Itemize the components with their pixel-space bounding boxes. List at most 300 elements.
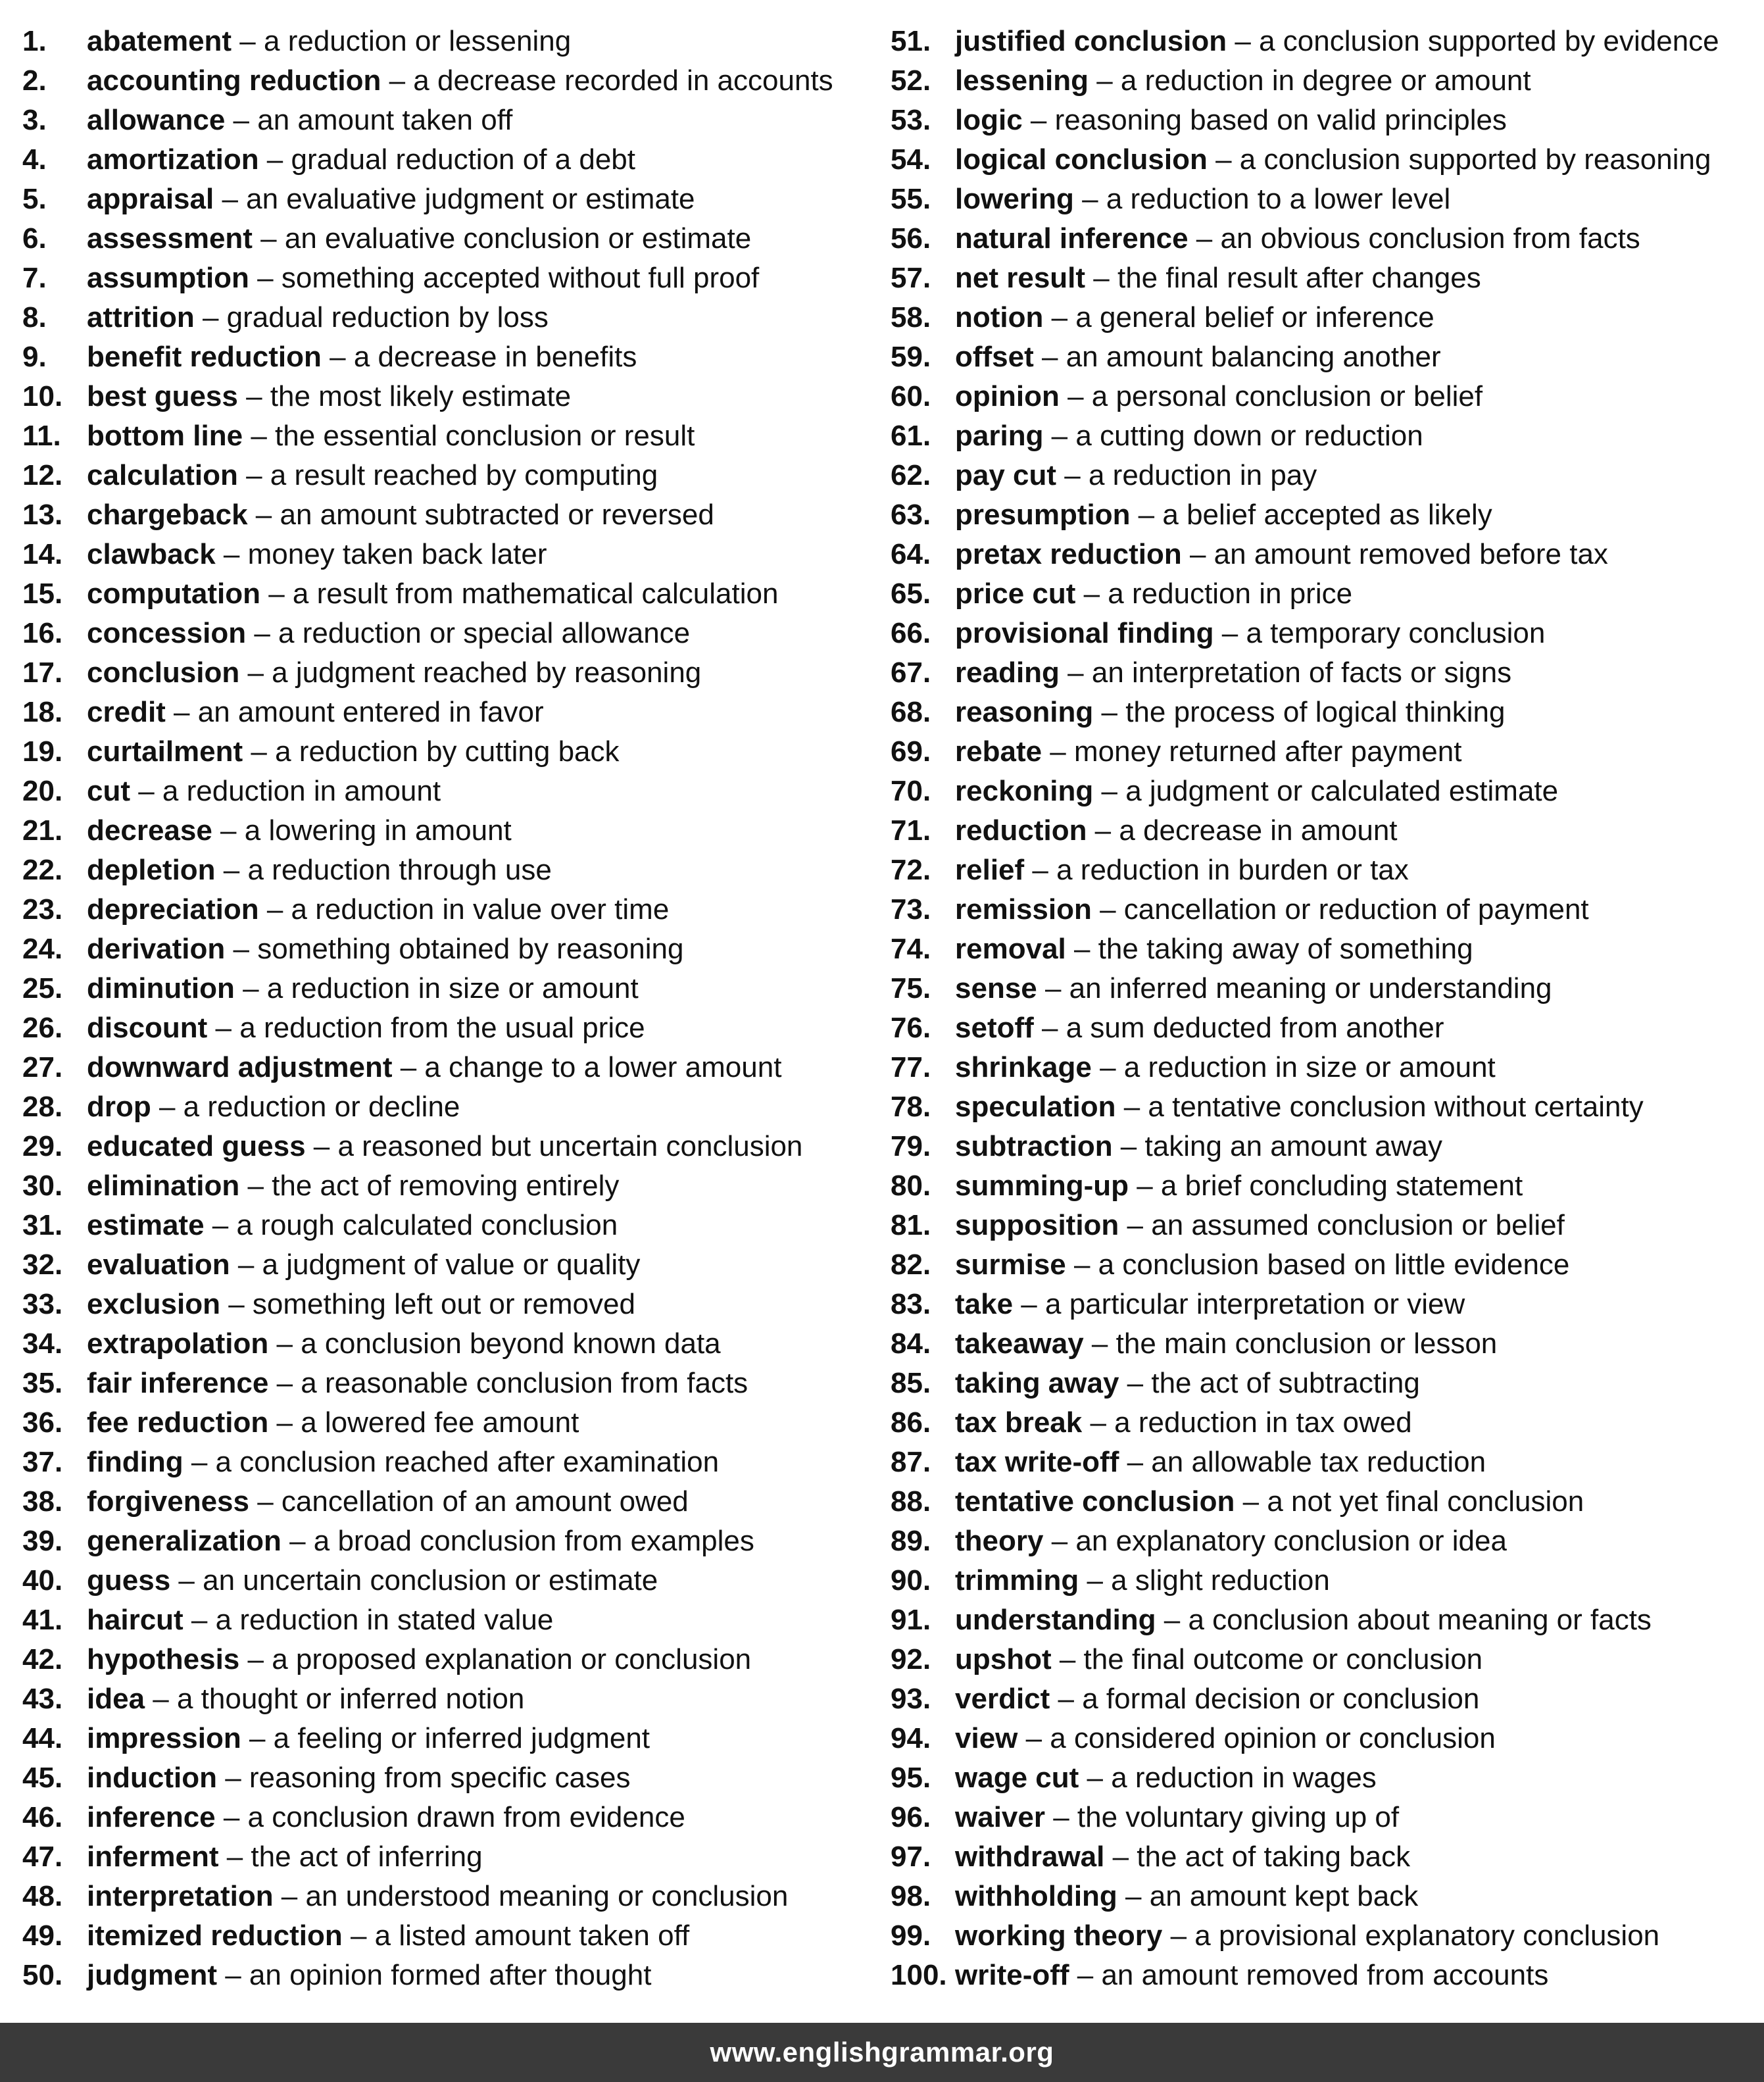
item-term: verdict xyxy=(955,1683,1050,1715)
item-term: supposition xyxy=(955,1209,1119,1241)
item-definition: – an allowable tax reduction xyxy=(1119,1446,1486,1478)
item-number: 42. xyxy=(22,1643,63,1675)
item-number: 63. xyxy=(891,499,931,531)
item-number: 46. xyxy=(22,1801,63,1833)
list-item xyxy=(891,1756,1752,1796)
list-item xyxy=(891,414,1752,454)
list-item xyxy=(891,1677,1752,1717)
item-definition: – a listed amount taken off xyxy=(342,1920,690,1952)
item-term: tax break xyxy=(955,1406,1083,1439)
item-term: evaluation xyxy=(87,1249,230,1281)
item-number: 98. xyxy=(891,1880,931,1912)
item-number: 69. xyxy=(891,735,931,768)
item-number: 68. xyxy=(891,696,931,728)
list-item xyxy=(891,1362,1752,1401)
list-item xyxy=(891,335,1752,375)
item-term: relief xyxy=(955,854,1025,886)
item-term: clawback xyxy=(87,538,216,570)
list-item xyxy=(891,651,1752,691)
item-number: 31. xyxy=(22,1209,63,1241)
list-item xyxy=(891,1835,1752,1875)
item-definition: – an amount removed before tax xyxy=(1181,538,1608,570)
list-item xyxy=(22,493,871,533)
item-definition: – gradual reduction of a debt xyxy=(258,143,635,176)
item-number: 99. xyxy=(891,1920,931,1952)
item-definition: – a broad conclusion from examples xyxy=(281,1525,754,1557)
item-number: 92. xyxy=(891,1643,931,1675)
list-item xyxy=(891,1322,1752,1362)
item-term: presumption xyxy=(955,499,1131,531)
item-term: reasoning xyxy=(955,696,1094,728)
item-definition: – a decrease recorded in accounts xyxy=(381,64,833,97)
item-number: 79. xyxy=(891,1130,931,1162)
item-number: 59. xyxy=(891,341,931,373)
item-number: 13. xyxy=(22,499,63,531)
item-number: 93. xyxy=(891,1683,931,1715)
item-number: 14. xyxy=(22,538,63,570)
item-definition: – a reduction in amount xyxy=(130,775,441,807)
item-term: lessening xyxy=(955,64,1089,97)
item-number: 21. xyxy=(22,814,63,847)
item-term: itemized reduction xyxy=(87,1920,343,1952)
item-definition: – an interpretation of facts or signs xyxy=(1059,657,1512,689)
list-item xyxy=(22,1480,871,1520)
item-number: 83. xyxy=(891,1288,931,1320)
item-definition: – a reduction in size or amount xyxy=(1091,1051,1496,1083)
footer-url: www.englishgrammar.org xyxy=(710,2037,1054,2068)
item-number: 81. xyxy=(891,1209,931,1241)
item-term: impression xyxy=(87,1722,241,1754)
item-term: speculation xyxy=(955,1091,1116,1123)
list-item xyxy=(891,1046,1752,1085)
item-definition: – a brief concluding statement xyxy=(1128,1170,1523,1202)
list-item xyxy=(22,533,871,572)
list-item xyxy=(891,1520,1752,1559)
list-item xyxy=(22,138,871,178)
item-number: 41. xyxy=(22,1604,63,1636)
item-term: setoff xyxy=(955,1012,1034,1044)
item-number: 57. xyxy=(891,262,931,294)
list-item xyxy=(891,1085,1752,1125)
item-number: 51. xyxy=(891,25,931,57)
item-number: 76. xyxy=(891,1012,931,1044)
item-definition: – an amount entered in favor xyxy=(165,696,544,728)
item-term: rebate xyxy=(955,735,1042,768)
item-definition: – an explanatory conclusion or idea xyxy=(1043,1525,1507,1557)
list-item xyxy=(22,1677,871,1717)
item-number: 17. xyxy=(22,657,63,689)
item-definition: – the voluntary giving up of xyxy=(1044,1801,1400,1833)
item-term: induction xyxy=(87,1762,217,1794)
item-term: removal xyxy=(955,933,1066,965)
item-number: 65. xyxy=(891,578,931,610)
item-term: judgment xyxy=(87,1959,217,1991)
list-item xyxy=(22,888,871,928)
item-definition: – a reduction from the usual price xyxy=(207,1012,645,1044)
item-definition: – a reasoned but uncertain conclusion xyxy=(305,1130,803,1162)
item-term: take xyxy=(955,1288,1014,1320)
item-definition: – an uncertain conclusion or estimate xyxy=(170,1564,658,1597)
list-item xyxy=(22,1717,871,1756)
list-item xyxy=(891,967,1752,1006)
item-term: logical conclusion xyxy=(955,143,1208,176)
item-number: 5. xyxy=(22,183,47,215)
list-item xyxy=(891,1243,1752,1283)
item-definition: – the act of removing entirely xyxy=(239,1170,620,1202)
item-term: diminution xyxy=(87,972,235,1004)
item-definition: – something accepted without full proof xyxy=(249,262,760,294)
item-term: takeaway xyxy=(955,1327,1084,1360)
item-definition: – a conclusion beyond known data xyxy=(268,1327,721,1360)
item-number: 44. xyxy=(22,1722,63,1754)
list-item xyxy=(22,1362,871,1401)
item-number: 95. xyxy=(891,1762,931,1794)
list-item xyxy=(891,612,1752,651)
item-term: pretax reduction xyxy=(955,538,1182,570)
list-item xyxy=(22,572,871,612)
item-term: sense xyxy=(955,972,1037,1004)
item-number: 29. xyxy=(22,1130,63,1162)
item-definition: – the taking away of something xyxy=(1066,933,1473,965)
list-item xyxy=(22,1559,871,1599)
item-term: subtraction xyxy=(955,1130,1113,1162)
list-item xyxy=(22,1006,871,1046)
list-item xyxy=(891,1875,1752,1914)
list-item xyxy=(22,1125,871,1164)
item-term: interpretation xyxy=(87,1880,274,1912)
item-number: 55. xyxy=(891,183,931,215)
item-number: 19. xyxy=(22,735,63,768)
item-number: 73. xyxy=(891,893,931,926)
list-item xyxy=(22,1322,871,1362)
list-item xyxy=(22,928,871,967)
item-term: haircut xyxy=(87,1604,184,1636)
item-definition: – a rough calculated conclusion xyxy=(204,1209,618,1241)
item-definition: – a result reached by computing xyxy=(237,459,658,491)
item-term: taking away xyxy=(955,1367,1119,1399)
list-item xyxy=(891,928,1752,967)
item-definition: – a reduction in burden or tax xyxy=(1024,854,1409,886)
list-item xyxy=(891,257,1752,296)
item-definition: – an obvious conclusion from facts xyxy=(1188,222,1640,255)
item-number: 67. xyxy=(891,657,931,689)
item-number: 25. xyxy=(22,972,63,1004)
item-number: 97. xyxy=(891,1841,931,1873)
item-term: offset xyxy=(955,341,1034,373)
item-number: 87. xyxy=(891,1446,931,1478)
list-item xyxy=(22,1638,871,1677)
item-term: concession xyxy=(87,617,247,649)
item-term: inferment xyxy=(87,1841,219,1873)
item-definition: – a reduction or decline xyxy=(151,1091,460,1123)
item-term: computation xyxy=(87,578,260,610)
item-definition: – a reduction in value over time xyxy=(258,893,670,926)
list-item xyxy=(22,1599,871,1638)
item-term: withdrawal xyxy=(955,1841,1105,1873)
item-term: derivation xyxy=(87,933,226,965)
item-term: generalization xyxy=(87,1525,282,1557)
list-item xyxy=(891,888,1752,928)
item-number: 88. xyxy=(891,1485,931,1518)
item-number: 56. xyxy=(891,222,931,255)
item-term: attrition xyxy=(87,301,195,334)
list-item xyxy=(22,1243,871,1283)
list-item xyxy=(891,1796,1752,1835)
item-number: 10. xyxy=(22,380,63,412)
list-item xyxy=(891,691,1752,730)
item-definition: – money returned after payment xyxy=(1042,735,1462,768)
item-term: summing-up xyxy=(955,1170,1129,1202)
list-item xyxy=(891,217,1752,257)
item-term: price cut xyxy=(955,578,1076,610)
list-item xyxy=(891,1638,1752,1677)
list-item xyxy=(22,1954,871,1993)
list-item xyxy=(22,1401,871,1441)
item-number: 58. xyxy=(891,301,931,334)
item-term: appraisal xyxy=(87,183,214,215)
item-definition: – a feeling or inferred judgment xyxy=(241,1722,650,1754)
list-item xyxy=(891,1559,1752,1599)
item-definition: – a reduction in stated value xyxy=(183,1604,554,1636)
item-definition: – gradual reduction by loss xyxy=(194,301,549,334)
item-term: decrease xyxy=(87,814,212,847)
item-term: abatement xyxy=(87,25,232,57)
word-list-left-column xyxy=(22,20,871,1993)
item-definition: – an understood meaning or conclusion xyxy=(273,1880,789,1912)
item-number: 6. xyxy=(22,222,47,255)
item-term: best guess xyxy=(87,380,238,412)
item-definition: – a judgment or calculated estimate xyxy=(1093,775,1559,807)
item-number: 94. xyxy=(891,1722,931,1754)
item-number: 18. xyxy=(22,696,63,728)
list-item xyxy=(22,375,871,414)
item-term: estimate xyxy=(87,1209,205,1241)
item-term: tax write-off xyxy=(955,1446,1119,1478)
item-definition: – the act of subtracting xyxy=(1119,1367,1420,1399)
item-definition: – a reduction in degree or amount xyxy=(1088,64,1531,97)
item-definition: – a change to a lower amount xyxy=(392,1051,782,1083)
item-term: surmise xyxy=(955,1249,1066,1281)
item-definition: – a reduction in size or amount xyxy=(234,972,639,1004)
item-definition: – a particular interpretation or view xyxy=(1013,1288,1465,1320)
item-definition: – money taken back later xyxy=(215,538,547,570)
item-definition: – reasoning from specific cases xyxy=(216,1762,631,1794)
item-definition: – a formal decision or conclusion xyxy=(1050,1683,1480,1715)
item-term: accounting reduction xyxy=(87,64,381,97)
item-term: extrapolation xyxy=(87,1327,269,1360)
list-item xyxy=(891,99,1752,138)
list-item xyxy=(891,1717,1752,1756)
item-term: working theory xyxy=(955,1920,1163,1952)
item-term: guess xyxy=(87,1564,171,1597)
list-item xyxy=(891,493,1752,533)
item-definition: – a conclusion drawn from evidence xyxy=(215,1801,685,1833)
item-number: 96. xyxy=(891,1801,931,1833)
item-definition: – a temporary conclusion xyxy=(1213,617,1546,649)
word-list-right-column xyxy=(891,20,1752,1993)
list-item xyxy=(22,849,871,888)
list-item xyxy=(891,1006,1752,1046)
item-number: 2. xyxy=(22,64,47,97)
item-term: reduction xyxy=(955,814,1087,847)
item-term: depreciation xyxy=(87,893,259,926)
item-term: lowering xyxy=(955,183,1074,215)
item-definition: – something left out or removed xyxy=(220,1288,635,1320)
item-number: 45. xyxy=(22,1762,63,1794)
list-item xyxy=(891,1204,1752,1243)
item-term: hypothesis xyxy=(87,1643,240,1675)
item-definition: – the act of inferring xyxy=(218,1841,483,1873)
item-number: 22. xyxy=(22,854,63,886)
list-item xyxy=(891,1480,1752,1520)
item-definition: – a reduction in wages xyxy=(1079,1762,1377,1794)
item-definition: – a decrease in amount xyxy=(1087,814,1398,847)
item-definition: – a belief accepted as likely xyxy=(1130,499,1492,531)
list-item xyxy=(22,1520,871,1559)
item-term: discount xyxy=(87,1012,208,1044)
item-number: 3. xyxy=(22,104,47,136)
item-definition: – taking an amount away xyxy=(1112,1130,1443,1162)
item-term: logic xyxy=(955,104,1023,136)
item-term: remission xyxy=(955,893,1092,926)
item-number: 11. xyxy=(22,420,61,452)
item-term: waiver xyxy=(955,1801,1045,1833)
item-term: withholding xyxy=(955,1880,1117,1912)
item-term: finding xyxy=(87,1446,184,1478)
item-number: 82. xyxy=(891,1249,931,1281)
item-definition: – a result from mathematical calculation xyxy=(260,578,779,610)
item-term: shrinkage xyxy=(955,1051,1092,1083)
item-number: 74. xyxy=(891,933,931,965)
item-term: allowance xyxy=(87,104,226,136)
item-definition: – an amount removed from accounts xyxy=(1069,1959,1549,1991)
item-definition: – a general belief or inference xyxy=(1043,301,1434,334)
item-term: inference xyxy=(87,1801,216,1833)
list-item xyxy=(891,1954,1752,1993)
item-term: paring xyxy=(955,420,1044,452)
item-term: pay cut xyxy=(955,459,1057,491)
list-item xyxy=(891,375,1752,414)
item-number: 61. xyxy=(891,420,931,452)
item-term: theory xyxy=(955,1525,1044,1557)
list-item xyxy=(891,809,1752,849)
item-term: natural inference xyxy=(955,222,1188,255)
item-definition: – a conclusion about meaning or facts xyxy=(1156,1604,1652,1636)
item-number: 12. xyxy=(22,459,63,491)
item-number: 38. xyxy=(22,1485,63,1518)
item-term: chargeback xyxy=(87,499,248,531)
list-item xyxy=(891,1401,1752,1441)
item-definition: – an assumed conclusion or belief xyxy=(1119,1209,1565,1241)
item-definition: – something obtained by reasoning xyxy=(225,933,684,965)
list-item xyxy=(891,533,1752,572)
item-term: cut xyxy=(87,775,130,807)
item-definition: – a tentative conclusion without certainty xyxy=(1115,1091,1644,1123)
list-item xyxy=(22,20,871,59)
item-number: 64. xyxy=(891,538,931,570)
list-item xyxy=(22,1441,871,1480)
item-number: 4. xyxy=(22,143,47,176)
list-item xyxy=(891,1599,1752,1638)
list-item xyxy=(22,612,871,651)
item-number: 30. xyxy=(22,1170,63,1202)
item-definition: – a proposed explanation or conclusion xyxy=(239,1643,752,1675)
item-definition: – a reduction by cutting back xyxy=(243,735,620,768)
item-number: 47. xyxy=(22,1841,63,1873)
item-definition: – the final result after changes xyxy=(1085,262,1481,294)
item-term: view xyxy=(955,1722,1018,1754)
item-number: 33. xyxy=(22,1288,63,1320)
list-item xyxy=(891,59,1752,99)
item-number: 78. xyxy=(891,1091,931,1123)
list-item xyxy=(22,414,871,454)
item-term: drop xyxy=(87,1091,151,1123)
item-definition: – a conclusion reached after examination xyxy=(183,1446,720,1478)
item-term: reckoning xyxy=(955,775,1094,807)
item-number: 26. xyxy=(22,1012,63,1044)
item-definition: – an opinion formed after thought xyxy=(216,1959,652,1991)
item-definition: – a considered opinion or conclusion xyxy=(1017,1722,1496,1754)
item-number: 48. xyxy=(22,1880,63,1912)
item-number: 49. xyxy=(22,1920,63,1952)
item-term: opinion xyxy=(955,380,1060,412)
list-item xyxy=(22,257,871,296)
list-item xyxy=(891,849,1752,888)
item-term: curtailment xyxy=(87,735,243,768)
item-definition: – a personal conclusion or belief xyxy=(1059,380,1483,412)
item-definition: – a reduction or special allowance xyxy=(246,617,691,649)
item-number: 20. xyxy=(22,775,63,807)
item-number: 35. xyxy=(22,1367,63,1399)
item-term: forgiveness xyxy=(87,1485,249,1518)
item-number: 89. xyxy=(891,1525,931,1557)
item-definition: – a reduction through use xyxy=(215,854,552,886)
item-number: 9. xyxy=(22,341,47,373)
list-item xyxy=(22,1164,871,1204)
item-number: 86. xyxy=(891,1406,931,1439)
item-term: benefit reduction xyxy=(87,341,322,373)
list-item xyxy=(22,1046,871,1085)
list-item xyxy=(22,1085,871,1125)
list-item xyxy=(22,1875,871,1914)
item-term: justified conclusion xyxy=(955,25,1227,57)
list-item xyxy=(22,691,871,730)
list-item xyxy=(891,454,1752,493)
item-term: upshot xyxy=(955,1643,1052,1675)
list-item xyxy=(22,1204,871,1243)
list-item xyxy=(22,1835,871,1875)
item-definition: – the process of logical thinking xyxy=(1093,696,1506,728)
item-term: assumption xyxy=(87,262,249,294)
item-number: 28. xyxy=(22,1091,63,1123)
item-definition: – an amount kept back xyxy=(1117,1880,1419,1912)
item-term: depletion xyxy=(87,854,216,886)
item-term: wage cut xyxy=(955,1762,1079,1794)
item-definition: – a judgment reached by reasoning xyxy=(239,657,702,689)
item-definition: – a thought or inferred notion xyxy=(145,1683,525,1715)
list-item xyxy=(891,1164,1752,1204)
item-number: 91. xyxy=(891,1604,931,1636)
item-number: 100. xyxy=(891,1959,947,1991)
item-definition: – a sum deducted from another xyxy=(1033,1012,1444,1044)
list-item xyxy=(22,1914,871,1954)
item-definition: – the most likely estimate xyxy=(237,380,572,412)
item-number: 75. xyxy=(891,972,931,1004)
item-term: notion xyxy=(955,301,1044,334)
item-definition: – the final outcome or conclusion xyxy=(1051,1643,1483,1675)
item-number: 53. xyxy=(891,104,931,136)
list-item xyxy=(891,572,1752,612)
